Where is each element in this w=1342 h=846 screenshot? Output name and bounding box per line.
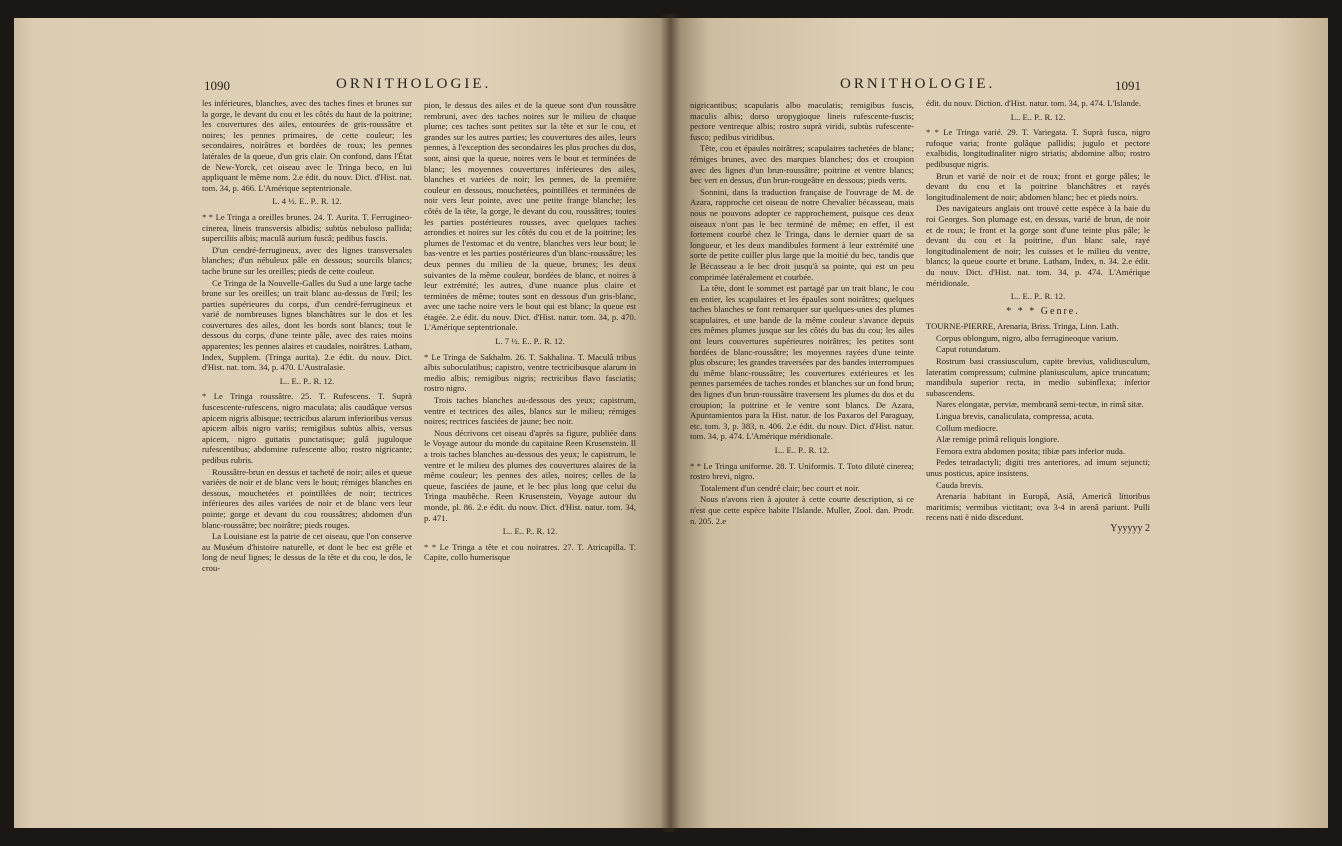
- right-running-head: ORNITHOLOGIE.: [840, 76, 996, 92]
- paragraph: Tête, cou et épaules noirâtres; scapulaires tachetées de blanc; rémiges brunes, avec des marques blanches; dos et croupion avec des lignes d'un brun-roussâtre; poitrine et ventre blancs; bec vert en dessus, d'un brun-rougeâtre en dessous; pieds verts.: [690, 143, 914, 186]
- paragraph: Nous n'avons rien à ajouter à cette courte description, si ce n'est que cette espèce habite l'Islande. Muller, Zool. dan. Prodr. n. 205. 2.e: [690, 494, 914, 526]
- measurement-line: L.. E.. P.. R. 12.: [1010, 291, 1066, 302]
- left-column-2: [424, 100, 636, 564]
- paragraph: Brun et varié de noir et de roux; front et gorge pâles; le devant du cou et la poitrine blanchâtres et rayés longitudinalement de noir; abdomen blanc; bec et pieds noirs.: [926, 170, 1150, 202]
- measurement-line: L. 7 ½. E.. P.. R. 12.: [495, 336, 565, 347]
- right-page: [670, 18, 1328, 828]
- paragraph: nigricantibus; scapularis albo maculatis; remigibus fuscis, maculis albis; dorso uropygioque lineis rufescente-fuscis; pectore ventreque albis; rostro suprà viridi, subtùs rufescente-fusco; pedibus viridibus.: [690, 100, 914, 142]
- paragraph: * * * Genre.: [1006, 305, 1080, 317]
- paragraph: Corpus oblongum, nigro, albo ferrugineoque varium.: [936, 332, 1119, 343]
- right-page-number: 1091: [1115, 78, 1141, 93]
- book-gutter: [660, 14, 680, 832]
- paragraph: Alæ remige primâ reliquis longiore.: [936, 434, 1060, 445]
- paragraph: Des navigateurs anglais ont trouvé cette espèce à la baie du roi Georges. Son plumage est, en dessus, varié de brun, de noir et de roux; le front et la gorge sont d'une teinte plus pâle; le devant du cou et la poitrine, d'un blanc sale, rayé longitudinalement de noir; les cuisses et le milieu du ventre, blancs; la queue courte et brune. Latham, Index, n. 34. 2.e édit. du nouv. Dict. d'Hist. nat. tom. 34, p. 474. L'Amérique méridionale.: [926, 203, 1150, 288]
- paragraph: Collum mediocre.: [936, 422, 999, 433]
- paragraph: Femora extra abdomen posita; tibiæ pars inferior nuda.: [936, 445, 1126, 456]
- paragraph: D'un cendré-ferrugineux, avec des lignes transversales blanches; d'un nébuleux pâle en dessous; sourcils blancs; tache brune sur les oreilles; pieds de cette couleur.: [202, 244, 412, 276]
- paragraph: Arenaria habitant in Europâ, Asiâ, Americâ littoribus maritimis; vermibus victitant; ova 3-4 in arenâ pariunt. Pulli recens nati è nido discedunt.: [926, 491, 1150, 523]
- measurement-line: L. 4 ½. E.. P.. R. 12.: [272, 196, 342, 207]
- left-column-1: [202, 98, 412, 575]
- paragraph: Totalement d'un cendré clair; bec court et noir.: [700, 482, 860, 493]
- left-page: [14, 18, 670, 828]
- paragraph: Roussâtre-brun en dessus et tacheté de noir; ailes et queue variées de noir et de blanc vers le bout; rémiges blanches en dessous, mouchetées et pointillées de noir; tectrices inférieures des ailes variées de noir et de blanc vers leur pointe; gorge et devant du cou roussâtres; abdomen d'un blanc-roussâtre; bec noirâtre; pieds rouges.: [202, 466, 412, 530]
- paragraph: Caput rotundatum.: [936, 344, 1001, 355]
- book-spread: [14, 14, 1328, 832]
- paragraph: les inférieures, blanches, avec des taches fines et brunes sur la gorge, le devant du cou et les côtés du haut de la poitrine; les couvertures des ailes, entourées de gris-roussâtre et noires; les pennes primaires, de cette couleur; les secondaires, noirâtres et bordées de roux; les pennes latérales de la queue, d'un gris clair. On confond, dans l'État de New-Yorck, cet oiseau avec le Tringa beco, en lui appliquant le même nom. 2.e édit. du nouv. Dict. d'Hist. nat. tom. 34, p. 466. L'Amérique septentrionale.: [202, 98, 412, 193]
- paragraph: Pedes tetradactyli; digiti tres anteriores, ad imum sejuncti; unus posticus, apice insistens.: [926, 457, 1150, 478]
- left-running-head: ORNITHOLOGIE.: [336, 76, 492, 92]
- paragraph: Lingua brevis, canaliculata, compressa, acuta.: [936, 411, 1094, 422]
- species-heading: * * Le Tringa a tête et cou noiratres. 27. T. Atricapilla. T. Capite, collo humerisque: [424, 541, 636, 563]
- paragraph: Ce Tringa de la Nouvelle-Galles du Sud a une large tache brune sur les oreilles; un trait blanc au-dessus de l'œil; les parties supérieures du corps, d'un cendré-ferrugineux et varié de nombreuses lignes blanchâtres sur le dos et les couvertures des ailes, dont les bords sont blancs; tout le dessous du corps, d'une teinte pâle, avec des raies moins apparentes; les pennes alaires et caudales, noirâtres. Latham, Index, Supplem. (Tringa aurita). 2.e édit. du nouv. Dict. d'Hist. nat. tom. 34, p. 470. L'Australasie.: [202, 277, 412, 373]
- paragraph: Nous décrivons cet oiseau d'après sa figure, publiée dans le Voyage autour du monde du capitaine Reen Krusenstein. Il a trois taches blanches au-dessous des yeux; le capistrum, le ventre et le milieu des plumes des couvertures alaires de la même couleur; les pennes des ailes, noires; celles de la queue, fasciées de jaune, et le bec plus long que celui du Tringa maubêche. Reen Krusenstein, Voyage autour du monde, pl. 86. 2.e édit. du nouv. Dict. d'Hist. natur. tom. 34, p. 471.: [424, 427, 636, 523]
- paragraph: Nares elongatæ, perviæ, membranâ semi-tectæ, in rimâ sitæ.: [936, 399, 1144, 410]
- paragraph: Yyyyyy 2: [1110, 522, 1150, 534]
- species-heading: * * Le Tringa varié. 29. T. Variegata. T. Suprà fusca, nigro rufoque varia; fronte gulâque pallidis; jugulo et pectore exalbidis, longitudinaliter nigro striatis; abdomine albo; rostro pedibusque nigris.: [926, 127, 1150, 169]
- species-heading: TOURNE-PIERRE, Arenaria, Briss. Tringa, Linn. Lath.: [926, 321, 1119, 332]
- measurement-line: L.. E.. P.. R. 12.: [1010, 111, 1066, 122]
- paragraph: édit. du nouv. Diction. d'Hist. natur. tom. 34, p. 474. L'Islande.: [926, 98, 1141, 108]
- measurement-line: L.. E.. P.. R. 12.: [774, 445, 830, 455]
- paragraph: Cauda brevis.: [936, 479, 984, 490]
- species-heading: * * Le Tringa a oreilles brunes. 24. T. Aurita. T. Ferrugineo-cinerea, lineis transversis albidis; subtùs nebuloso pallida; superciliis albis; maculâ aurium fuscâ; pedibus fuscis.: [202, 211, 412, 244]
- paragraph: La tête, dont le sommet est partagé par un trait blanc, le cou en entier, les scapulaires et les épaules sont noirâtres; quelques taches blanches se font remarquer sur quelques-unes des plumes scapulaires, et une bande de la même couleur s'avance depuis ces mêmes plumes jusque sur les côtés du bas du cou; les ailes ont leurs couvertures supérieures noirâtres; les petites sont bordées de blanc-roussâtre; les moyennes rayées d'une teinte plus obscure; les grandes traversées par des bandes interrompues du même blanc-roussâtre; les couvertures extérieures et les pennes parsemées de taches rondes et blanches sur un fond brun; des lignes d'un brun-roussâtre traversent les plumes du dos et du croupion; la poitrine et le ventre sont blancs. De Azara, Apuntamientos para la Hist. natur. de los Paxaros del Paraguay, etc. tom. 3, p. 383, n. 406. 2.e édit. du nouv. Dict. d'Hist. natur. tom. 34, p. 474. L'Amérique méridionale.: [690, 283, 914, 442]
- paragraph: La Louisiane est la patrie de cet oiseau, que l'on conserve au Muséum d'histoire naturelle, et dont le bec est grêle et long de neuf lignes; le dessus de la tête et du cou, le dos, le crou-: [202, 531, 412, 573]
- right-column-2: [926, 98, 1150, 536]
- paragraph: pion, le dessus des ailes et de la queue sont d'un roussâtre rembruni, avec des taches noires sur le milieu de chaque plume; ces taches sont petites sur la tête et sur le cou, et grandes sur les autres parties; les couvertures des ailes, leurs pennes, à l'exception des secondaires les plus proches du dos, sont, ainsi que la queue, noires vers le bout et terminées de blanc; les moyennes couvertures inférieures des ailes, blanches et variées de noir; les pennes, de la première couleur en dessous, mouchetées, pointillées et terminées de noir vers leur pointe, avec une petite frange blanche; les côtés de la tête, la gorge, le devant du cou, roussâtres; toutes les parties postérieures rousses, avec quelques taches arrondies et noires sur les côtés du cou et de la poitrine; les plumes de l'estomac et du ventre, blanches vers leur bout; le bas-ventre et les parties postérieures d'un blanc-roussâtre; les deux pennes du milieu de la queue, brunes; les deux suivantes de la même couleur, bordées de blanc, et noires à leur extrémité; les autres, d'une nuance plus claire et terminées de même; toutes sont en dessous d'un gris-blanc, avec une tache noire vers le bout qui est blanc; la queue est étagée. 2.e édit. du nouv. Dict. d'Hist. natur. tom. 34, p. 470. L'Amérique septentrionale.: [424, 100, 636, 333]
- paragraph: Sonnini, dans la traduction française de l'ouvrage de M. de Azara, rapproche cet oiseau de notre Chevalier bécasseau, mais nous ne pouvons adopter ce rapprochement, puisque ces deux oiseaux n'ont pas le bec terminé de même; en effet, il est fortement courbé chez le Tringa, dans le dernier quart de sa longueur, et les deux mandibules forment à leur extrémité une sorte de petite cuiller plus large que la moitié du bec, tandis que le Bécasseau a le bec droit jusqu'à sa pointe, qui est un peu comprimée latéralement et courbée.: [690, 186, 914, 282]
- left-page-number: 1090: [204, 78, 230, 93]
- species-heading: * Le Tringa de Sakhalm. 26. T. Sakhalina. T. Maculâ tribus albis suboculatibus; capistro, ventre tectricibusque alarum in medio albis; remigibus nigris; rectricibus flavo fasciatis; rostro nigro.: [424, 351, 636, 394]
- measurement-line: L.. E.. P.. R. 12.: [502, 526, 558, 537]
- measurement-line: L.. E.. P.. R. 12.: [279, 375, 335, 386]
- paragraph: Trois taches blanches au-dessous des yeux; capistrum, ventre et tectrices des ailes, blancs sur le milieu; rémiges noires; rectrices fasciées de jaune; bec noir.: [424, 395, 636, 427]
- species-heading: * * Le Tringa uniforme. 28. T. Uniformis. T. Toto dilutè cinerea; rostro brevi, nigro.: [690, 460, 914, 482]
- right-column-1: [690, 100, 914, 527]
- paragraph: Rostrum basi crassiusculum, capite brevius, validiusculum, lateratim compressum; culmine planiusculum, apice truncatum; mandibula superior recta, in medio subinflexa; inferior subascendens.: [926, 356, 1150, 398]
- species-heading: * Le Tringa roussâtre. 25. T. Rufescens. T. Suprà fuscescente-rufescens, nigro maculata; alis caudâque versus apicem nigris albisque; tectricibus alarum inferioribus versus apicem albis nigro variis; remigibus subtùs albis, versus apicem, nigro guttatis punctatisque; gulâ juguloque rufescentibus; abdomine rufescente albo; rostro nigricante; pedibus rubris.: [202, 391, 413, 465]
